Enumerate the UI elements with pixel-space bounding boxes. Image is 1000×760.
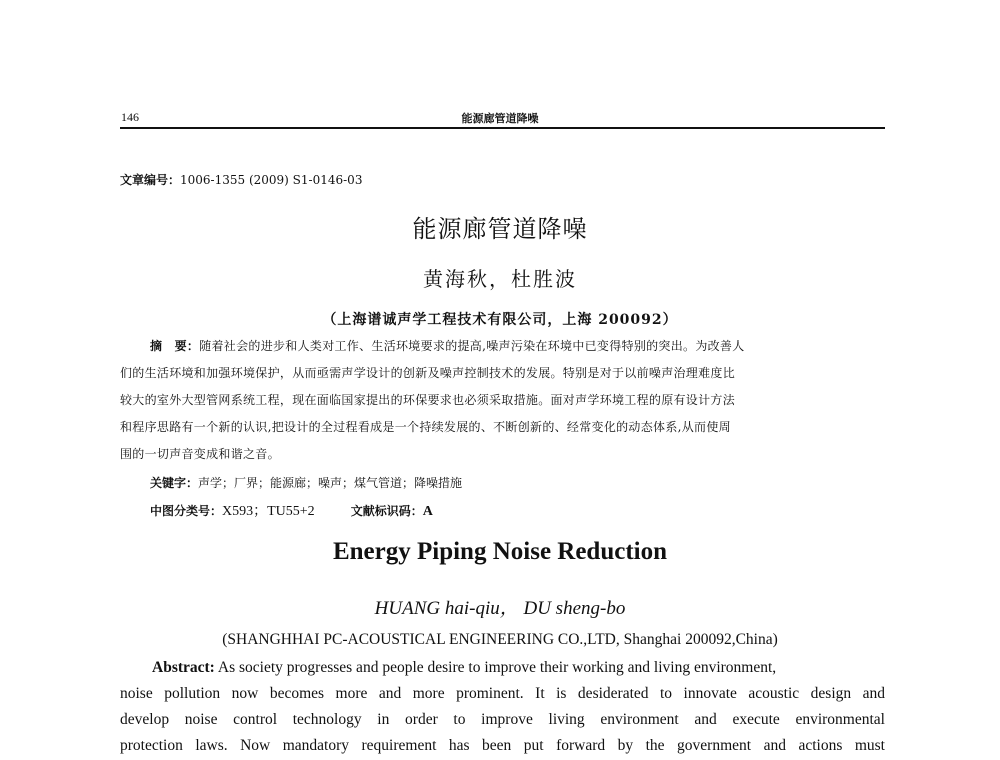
abstract-chinese-line: 们的生活环境和加强环境保护，从而亟需声学设计的创新及噪声控制技术的发展。特别是对于以前噪声治理难度比: [120, 366, 736, 380]
abstract-english-line: [152, 659, 885, 677]
article-number-value: 1006-1355 (2009) S1-0146-03: [180, 173, 363, 187]
abstract-chinese-line: [120, 337, 885, 354]
title-chinese: 能源廊管道降噪: [412, 215, 588, 243]
abstract-english-line: protection laws. Now mandatory requirement has been put forward by the government and actions must: [120, 737, 885, 754]
authors-chinese: 黄海秋，杜胜波: [423, 267, 577, 291]
authors-english: HUANG hai-qiu， DU sheng-bo: [374, 598, 626, 619]
doc-code-value: A: [422, 504, 433, 519]
abstract-english-text: As society progresses and people desire to improve their working and living environment,: [217, 659, 777, 676]
abstract-english-line: noise pollution now becomes more and more prominent. It is desiderated to innovate acoustic design and: [120, 685, 885, 702]
abstract-english-label: Abstract:: [152, 659, 215, 676]
clc-label: 中图分类号：: [150, 504, 223, 518]
page-number: 146: [121, 110, 139, 124]
abstract-chinese-line: 围的一切声音变成和谐之音。: [120, 447, 280, 461]
keywords-value: 声学；厂界；能源廊；噪声；煤气管道；降噪措施: [198, 476, 463, 490]
abstract-chinese-line: 和程序思路有一个新的认识,把设计的全过程看成是一个持续发展的、不断创新的、经常变化的动态体系,从而使周: [120, 420, 731, 434]
article-number-label: 文章编号：: [120, 173, 181, 187]
doc-code-label: 文献标识码：: [350, 504, 423, 518]
abstract-chinese-line: 较大的室外大型管网系统工程，现在面临国家提出的环保要求也必须采取措施。面对声学环境工程的原有设计方法: [120, 393, 736, 407]
classification-line: [150, 500, 433, 520]
keywords-label: 关键字：: [150, 476, 199, 490]
running-title: 能源廊管道降噪: [461, 112, 539, 125]
abstract-chinese-text: 随着社会的进步和人类对工作、生活环境要求的提高,噪声污染在环境中已变得特别的突出。为改善人: [199, 339, 745, 353]
header-rule: [120, 127, 885, 129]
abstract-english-line: develop noise control technology in order to improve living environment and execute environmental: [120, 711, 885, 728]
clc-value: X593；TU55+2: [222, 504, 315, 519]
keywords-chinese: [150, 474, 462, 491]
affiliation-english: (SHANGHHAI PC-ACOUSTICAL ENGINEERING CO.,LTD, Shanghai 200092,China): [222, 631, 778, 648]
affiliation-chinese: （上海谱诚声学工程技术有限公司，上海 200092）: [322, 312, 678, 328]
article-number: [120, 171, 362, 188]
title-english: Energy Piping Noise Reduction: [332, 538, 668, 565]
abstract-chinese-label: 摘 要：: [150, 339, 200, 353]
